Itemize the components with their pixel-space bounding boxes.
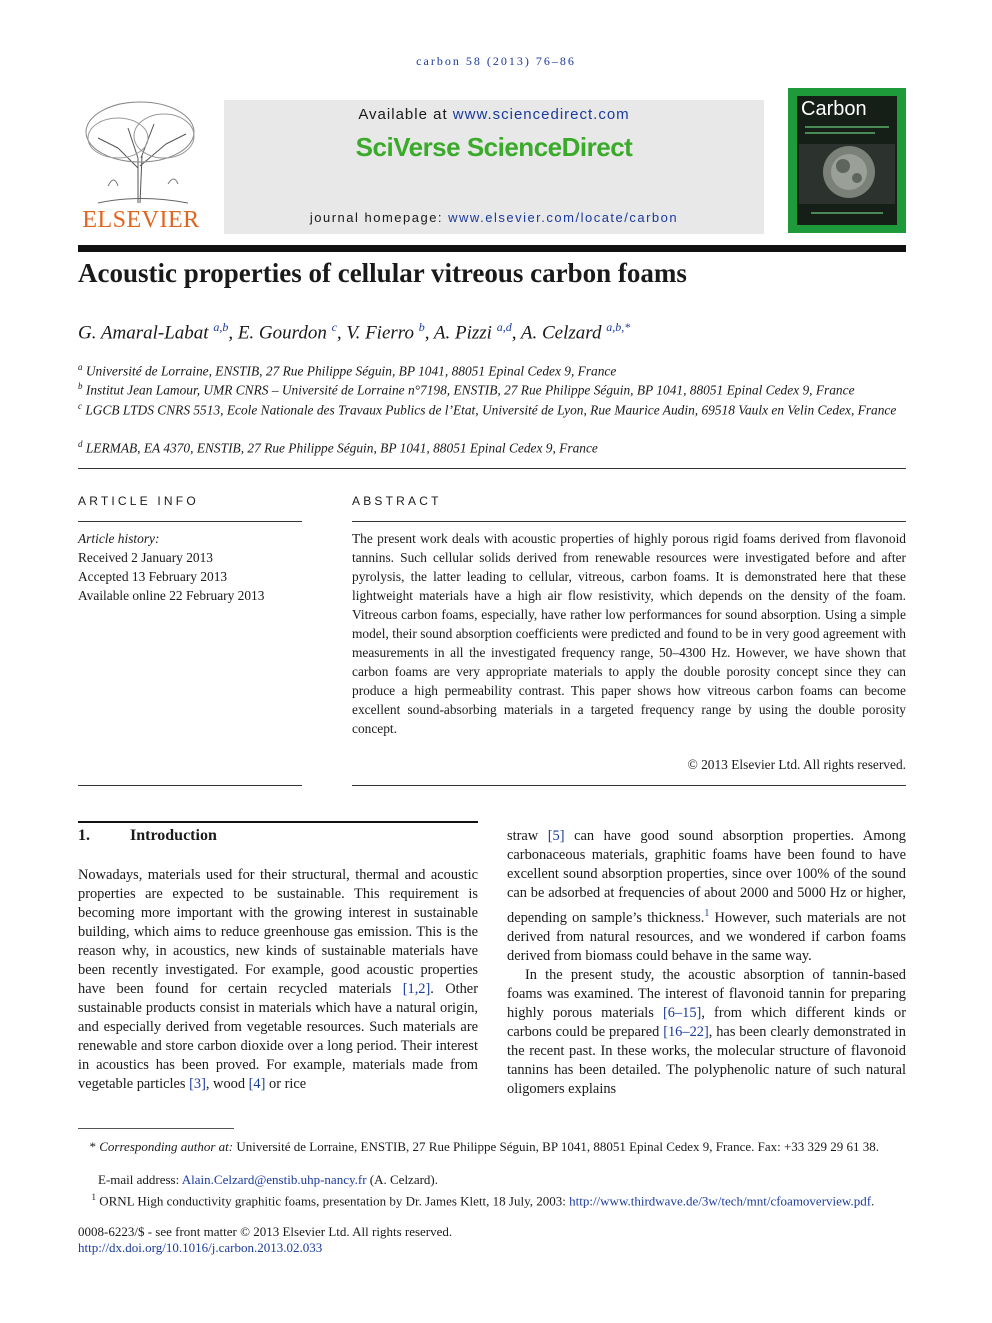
header-rule xyxy=(78,245,906,252)
author-affiliation-mark[interactable]: b xyxy=(418,320,425,334)
doi-line xyxy=(78,1240,906,1256)
author-affiliation-mark[interactable]: c xyxy=(331,320,337,334)
accepted-date: Accepted 13 February 2013 xyxy=(78,569,228,584)
copyright-notice: © 2013 Elsevier Ltd. All rights reserved. xyxy=(687,757,906,772)
body-paragraph: In the present study, the acoustic absorption of tannin-based foams was examined. The interest of flavonoid tannin for preparing highly porous materials [6–15], from which different kinds or carbons could be prepared [16–22], has been clearly demonstrated in the recent past. In these works, the molecular structure of flavonoid tannins has been detailed. The polyphenolic nature of such natural oligomers explains xyxy=(507,966,906,1097)
section-number: 1. xyxy=(78,827,90,844)
affiliation: $^a$ Université de Lorraine, ENSTIB, 27 Rue Philippe Séguin, BP 1041, 88051 Epinal Cedex 9, France xyxy=(78,362,617,379)
journal-cover[interactable] xyxy=(788,88,906,233)
corresponding-author-note: * Corresponding author at: Université de Lorraine, ENSTIB, 27 Rue Philippe Séguin, BP 1041, 88051 Epinal Cedex 9, France. Fax: +33 329 29 61 38. xyxy=(89,1139,880,1154)
doi-link[interactable]: http://dx.doi.org/10.1016/j.carbon.2013.02.033 xyxy=(78,1240,323,1255)
affiliation: $^c$ LGCB LTDS CNRS 5513, Ecole Nationale des Travaux Publics de l’Etat, Université de Lyon, Rue Maurice Audin, 69518 Vaulx en Velin Cedex, France xyxy=(78,401,897,418)
citation-link[interactable]: [16–22] xyxy=(663,1023,709,1040)
author-name: E. Gourdon xyxy=(237,322,327,344)
sciencedirect-banner xyxy=(224,100,764,234)
publisher-name: ELSEVIER xyxy=(82,207,200,233)
divider xyxy=(78,785,302,786)
author-list: G. Amaral-Labat $^{a,b}$, E. Gourdon $^c$, V. Fierro $^b$, A. Pizzi $^{a,d}$, A. Celzard $^{a,b,*}$ xyxy=(78,320,631,344)
body-paragraph: straw [5] can have good sound absorption properties. Among carbonaceous materials, graphitic foams have been found to have excellent sound absorption properties, since over 100% of the sound can be adsorbed at frequencies of about 2000 and 5000 Hz or higher, depending on sample’s thickness.$^1$ However, such materials are not derived from natural resources, and we wondered if carbon foams derived from biomass could behave in the same way. xyxy=(507,828,906,964)
divider xyxy=(352,521,906,522)
citation-link[interactable]: [4] xyxy=(248,1076,266,1092)
footnote-rule xyxy=(78,1128,234,1129)
abstract-text: The present work deals with acoustic properties of highly porous rigid foams derived from flavonoid tannins. Such cellular solids derived from renewable resources were investigated before and after pyrolysis, the latter leading to cellular, vitreous, carbon foams. It is demonstrated here that these lightweight materials have a high air flow resistivity, which depends on the density of the foam. Vitreous carbon foams, especially, have rather low performances for sound absorption. Using a simple model, their sound absorption coefficients were predicted and found to be in very good agreement with measurements in all the investigated frequency range, 50–4300 Hz. However, we have shown that carbon foams are very appropriate materials to apply the double porosity concept since they can produce a high permeability contrast. This paper shows how vitreous carbon foams can become excellent sound-absorbing materials in a targeted frequency range by using the double porosity concept. xyxy=(352,531,906,736)
citation-link[interactable]: [5] xyxy=(547,828,565,844)
body-column-left xyxy=(78,866,478,1094)
journal-homepage-line xyxy=(224,210,764,225)
journal-homepage-link[interactable]: www.elsevier.com/locate/carbon xyxy=(448,210,679,225)
author-name: G. Amaral-Labat xyxy=(78,322,209,344)
affiliation: $^b$ Institut Jean Lamour, UMR CNRS – Université de Lorraine n°7198, ENSTIB, 27 Rue Philippe Séguin, BP 1041, 88051 Epinal Cedex 9, France xyxy=(78,381,855,398)
article-info-heading: ARTICLE INFO xyxy=(78,494,199,508)
body-paragraph: Nowadays, materials used for their structural, thermal and acoustic properties are expected to be sustainable. This requirement is becoming more important with the growing interest in sustainable building, which aims to reduce greenhouse gas emission. This is the reason why, in acoustics, new kinds of sustainable materials have been recently investigated. For example, good acoustic properties have been found for certain recycled materials [1,2]. Other sustainable products consist in materials which have a natural origin, and especially derived from vegetable resources. Such materials are renewable and store carbon dioxide over a long period. Their interest in acoustics has been proved. For example, materials made from vegetable particles [3], wood [4] or rice xyxy=(78,867,478,1092)
author-name: A. Pizzi xyxy=(433,322,492,344)
author-affiliation-mark[interactable]: a,b,* xyxy=(606,320,631,334)
online-date: Available online 22 February 2013 xyxy=(78,588,265,603)
footnote-1: $^1$ ORNL High conductivity graphitic foams, presentation by Dr. James Klett, 18 July, 2003: http://www.thirdwave.de/3w/tech/mnt/cfoamoverview.pdf. xyxy=(91,1192,875,1209)
section-rule xyxy=(78,821,478,823)
cover-title: Carbon xyxy=(801,98,867,120)
divider xyxy=(78,468,906,469)
body-column-right xyxy=(507,827,906,1099)
cover-image xyxy=(797,96,897,225)
author-name: A. Celzard xyxy=(520,322,602,344)
email-link[interactable]: Alain.Celzard@enstib.uhp-nancy.fr xyxy=(181,1172,367,1187)
citation-link[interactable]: [3] xyxy=(189,1076,206,1092)
author-affiliation-mark[interactable]: a,d xyxy=(496,320,512,334)
email-note: E-mail address: Alain.Celzard@enstib.uhp-nancy.fr (A. Celzard). xyxy=(98,1172,438,1187)
article-history xyxy=(78,529,302,605)
divider xyxy=(352,785,906,786)
section-heading xyxy=(78,827,478,845)
sciverse-brand: SciVerse ScienceDirect xyxy=(355,132,633,162)
received-date: Received 2 January 2013 xyxy=(78,550,213,565)
available-at-line xyxy=(224,106,764,123)
foam-micrograph-icon xyxy=(797,96,897,225)
affiliation: $^d$ LERMAB, EA 4370, ENSTIB, 27 Rue Philippe Séguin, BP 1041, 88051 Epinal Cedex 9, France xyxy=(78,439,598,456)
elsevier-logo[interactable] xyxy=(78,98,204,236)
article-title: Acoustic properties of cellular vitreous carbon foams xyxy=(78,258,687,288)
author-affiliation-mark[interactable]: a,b xyxy=(213,320,229,334)
sciencedirect-link[interactable]: www.sciencedirect.com xyxy=(452,106,630,123)
footnote-link[interactable]: 1 xyxy=(704,908,710,919)
history-label: Article history: xyxy=(78,531,160,546)
abstract-heading: ABSTRACT xyxy=(352,494,442,508)
issn-line: 0008-6223/$ - see front matter © 2013 Elsevier Ltd. All rights reserved. xyxy=(78,1224,453,1239)
homepage-prefix: journal homepage: xyxy=(309,210,449,225)
tree-emblem-icon xyxy=(78,98,204,208)
section-title: Introduction xyxy=(130,827,217,844)
citation-link[interactable]: [6–15] xyxy=(662,1004,702,1021)
journal-reference: carbon 58 (2013) 76–86 xyxy=(416,54,576,68)
citation-link[interactable]: [1,2] xyxy=(402,981,431,997)
available-prefix: Available at xyxy=(358,106,453,123)
footnote-url-link[interactable]: http://www.thirdwave.de/3w/tech/mnt/cfoamoverview.pdf xyxy=(569,1193,872,1209)
divider xyxy=(78,521,302,522)
author-name: V. Fierro xyxy=(346,322,414,344)
